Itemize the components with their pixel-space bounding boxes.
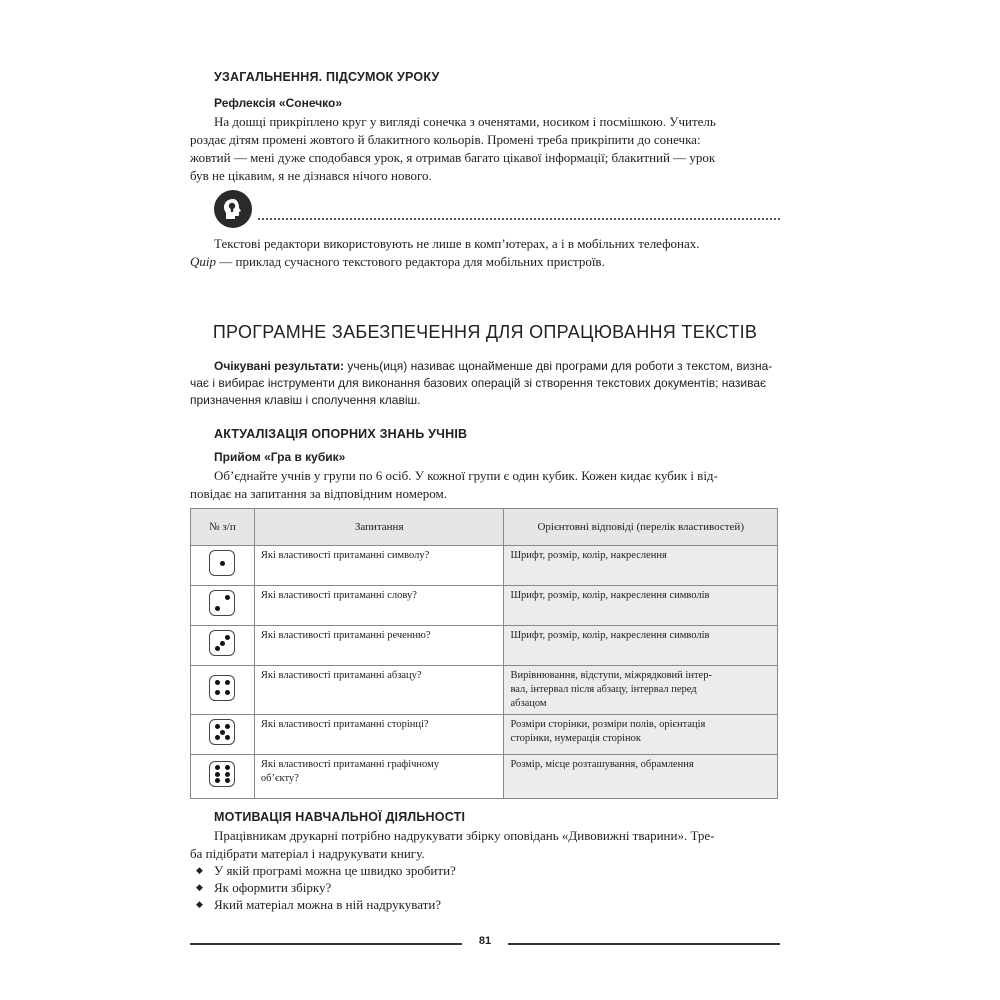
column-header: Орієнтовні відповіді (перелік властивостей) [504,509,778,546]
list-item: ◆ У якій програмі можна це швидко зробити? [190,862,456,879]
summary-heading: УЗАГАЛЬНЕННЯ. ПІДСУМОК УРОКУ [214,70,440,84]
dice-pip [220,641,225,646]
paragraph-line: чає і вибирає інструменти для виконання базових операцій зі створення текстових документів; називає [190,376,767,390]
dice-pip [215,765,220,770]
paragraph-line [190,253,780,271]
reflection-paragraph [190,113,780,185]
app-name: Quip [190,254,216,269]
answer-cell: Вирівнювання, відступи, міжрядковий інтер- вал, інтервал після абзацу, інтервал перед абзацом [504,666,778,715]
table-row [191,626,778,666]
dice-icon [209,675,235,701]
dice-icon [209,590,235,616]
column-header: № з/п [191,509,255,546]
note-marker [214,190,780,230]
lightbulb-head-icon [214,190,252,228]
table-row [191,666,778,715]
column-header: Запитання [254,509,504,546]
question-cell: Які властивості притаманні абзацу? [254,666,504,715]
dice-pip [225,772,230,777]
dice-pip [225,765,230,770]
paragraph-line: Працівникам друкарні потрібно надрукувати збірку оповідань «Дивовижні тварини». Тре- [214,828,715,843]
dice-cell [191,586,255,626]
question-cell: Які властивості притаманні слову? [254,586,504,626]
paragraph-line: повідає на запитання за відповідним номером. [190,486,447,501]
dice-cell [191,546,255,586]
page-number: 81 [478,935,492,947]
dice-icon [209,761,235,787]
dice-pip [225,735,230,740]
dice-icon [209,630,235,656]
dice-pip [215,735,220,740]
answer-cell: Шрифт, розмір, колір, накреслення символів [504,626,778,666]
page-footer [190,934,780,954]
dotted-divider [258,218,780,220]
paragraph-line: призначення клавіш і сполучення клавіш. [190,393,421,407]
dice-pip [225,595,230,600]
method-paragraph [190,467,780,503]
dice-pip [215,680,220,685]
expected-results [190,358,780,409]
dice-pip [225,724,230,729]
dice-questions-table [190,508,778,799]
paragraph-line [190,358,780,375]
method-title: Прийом «Гра в кубик» [214,450,346,464]
dice-pip [225,778,230,783]
paragraph-line: був не цікавим, я не дізнався нічого нового. [190,168,432,183]
table-header-row [191,509,778,546]
paragraph-text: учень(иця) називає щонайменше дві програми для роботи з текстом, визна- [344,359,773,373]
question-cell: Які властивості притаманні символу? [254,546,504,586]
paragraph-line: ба підібрати матеріал і надрукувати книгу. [190,846,425,861]
answer-cell: Розмір, місце розташування, обрамлення [504,755,778,799]
dice-cell [191,755,255,799]
dice-cell [191,666,255,715]
table-row [191,546,778,586]
dice-pip [225,690,230,695]
answer-cell: Розміри сторінки, розміри полів, орієнтація сторінки, нумерація сторінок [504,715,778,755]
paragraph-line: роздає дітям промені жовтого й блакитного кольорів. Промені треба прикріпити до сонечка: [190,132,701,147]
topic-title: ПРОГРАМНЕ ЗАБЕЗПЕЧЕННЯ ДЛЯ ОПРАЦЮВАННЯ ТЕКСТІВ [212,322,758,342]
dice-pip [215,724,220,729]
dice-pip [215,778,220,783]
answer-cell: Шрифт, розмір, колір, накреслення [504,546,778,586]
actualization-heading: АКТУАЛІЗАЦІЯ ОПОРНИХ ЗНАНЬ УЧНІВ [214,427,468,441]
dice-pip [215,772,220,777]
answer-cell: Шрифт, розмір, колір, накреслення символів [504,586,778,626]
reflection-title: Рефлексія «Сонечко» [214,96,343,110]
motivation-heading: МОТИВАЦІЯ НАВЧАЛЬНОЇ ДІЯЛЬНОСТІ [214,810,466,824]
dice-cell [191,715,255,755]
list-item: ◆ Як оформити збірку? [190,879,456,896]
dice-cell [191,626,255,666]
paragraph-line: На дошці прикріплено круг у вигляді сонечка з оченятами, носиком і посмішкою. Учитель [214,114,716,129]
table-row [191,586,778,626]
note-paragraph [190,235,780,271]
question-cell: Які властивості притаманні графічному об’єкту? [254,755,504,799]
dice-icon [209,719,235,745]
question-cell: Які властивості притаманні реченню? [254,626,504,666]
table-row [191,715,778,755]
dice-pip [215,646,220,651]
dice-pip [225,680,230,685]
paragraph-line: Об’єднайте учнів у групи по 6 осіб. У кожної групи є один кубик. Кожен кидає кубик і від- [214,468,718,483]
question-cell: Які властивості притаманні сторінці? [254,715,504,755]
table-row [191,755,778,799]
list-item: ◆ Який матеріал можна в ній надрукувати? [190,896,456,913]
dice-pip [215,690,220,695]
dice-icon [209,550,235,576]
dice-pip [225,635,230,640]
dice-pip [220,730,225,735]
paragraph-line: Текстові редактори використовують не лише в комп’ютерах, а і в мобільних телефонах. [214,236,700,251]
paragraph-line: жовтий — мені дуже сподобався урок, я отримав багато цікавої інформації; блакитний — урок [190,150,716,165]
dice-pip [220,561,225,566]
paragraph-text: — приклад сучасного текстового редактора для мобільних пристроїв. [216,254,605,269]
expected-label: Очікувані результати: [214,359,345,373]
dice-pip [215,606,220,611]
question-list [190,862,456,913]
motivation-paragraph [190,827,780,863]
